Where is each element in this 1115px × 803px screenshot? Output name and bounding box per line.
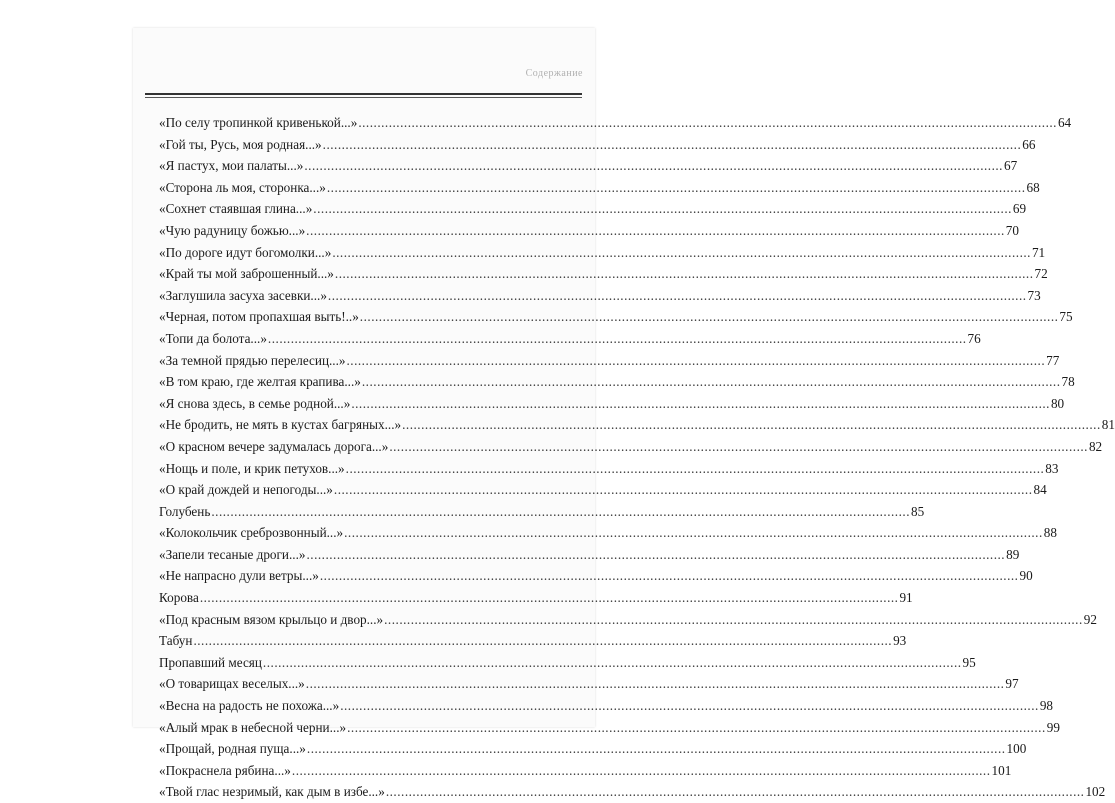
toc-entry [159, 760, 1012, 782]
toc-entry-title: Табун [159, 633, 193, 649]
toc-entry-title: «Сохнет стаявшая глина...» [159, 201, 313, 217]
dot-leader [193, 630, 892, 652]
toc-entry-title: «Сторона ль моя, сторонка...» [159, 179, 326, 195]
dot-leader [328, 285, 1027, 307]
dot-leader [211, 501, 910, 523]
toc-entry [159, 717, 1060, 739]
toc-entry-title: «О товарищах веселых...» [159, 676, 305, 692]
toc-entry-page-number: 67 [1003, 158, 1018, 174]
toc-entry [159, 609, 1097, 631]
toc-entry [159, 350, 1060, 372]
toc-entry [159, 220, 1019, 242]
toc-entry-title: «Не бродить, не мять в кустах багряных...» [159, 417, 402, 433]
dot-leader [323, 134, 1022, 156]
dot-leader [307, 738, 1006, 760]
toc-entry-title: «Я пастух, мои палаты...» [159, 158, 304, 174]
toc-entry [159, 479, 1047, 501]
dot-leader [313, 198, 1012, 220]
toc-entry-title: «Край ты мой заброшенный...» [159, 266, 334, 282]
toc-entry-page-number: 90 [1019, 568, 1033, 584]
toc-entry-page-number: 97 [1005, 676, 1019, 692]
toc-entry-page-number: 78 [1061, 374, 1075, 390]
toc-entry-title: Корова [159, 590, 199, 606]
toc-entry [159, 393, 1065, 415]
dot-leader [360, 306, 1059, 328]
book-page [133, 28, 1115, 800]
toc-entry [159, 177, 1040, 199]
toc-entry-page-number: 71 [1031, 244, 1046, 260]
toc-entry [159, 155, 1018, 177]
toc-entry-title: «По селу тропинкой кривенькой...» [159, 115, 358, 130]
toc-entry-title: «Запели тесаные дроги...» [159, 546, 306, 562]
dot-leader [306, 673, 1005, 695]
toc-entry [159, 242, 1046, 264]
dot-leader [402, 414, 1101, 436]
toc-entry-title: «По дороге идут богомолки...» [159, 244, 332, 260]
toc-entry-page-number: 88 [1043, 525, 1057, 541]
toc-entry-page-number: 69 [1012, 201, 1027, 217]
toc-entry-page-number: 83 [1045, 460, 1059, 476]
toc-entry-page-number: 77 [1046, 352, 1060, 368]
running-head: Содержание [525, 68, 583, 79]
toc-entry [159, 134, 1036, 156]
toc-entry [159, 630, 907, 652]
dot-leader [358, 112, 1057, 134]
toc-entry-page-number: 72 [1034, 266, 1048, 282]
toc-entry [159, 285, 1041, 307]
toc-entry-page-number: 70 [1005, 222, 1019, 238]
page-header [133, 28, 595, 100]
toc-entry [159, 414, 1115, 436]
toc-entry-title: «Прощай, родная пуща...» [159, 741, 306, 757]
toc-entry [159, 565, 1033, 587]
toc-entry-title: «Под красным вязом крыльцо и двор...» [159, 611, 384, 627]
toc-entry [159, 328, 981, 350]
toc-entry [159, 522, 1057, 544]
toc-entry-page-number: 101 [991, 762, 1012, 778]
dot-leader [362, 371, 1061, 393]
toc-entry-page-number: 81 [1101, 417, 1115, 433]
toc-entry-page-number: 80 [1050, 395, 1065, 411]
toc-entry-page-number: 100 [1006, 741, 1027, 757]
toc-entry-title: «Покраснела рябина...» [159, 762, 291, 778]
toc-entry-title: «Колокольчик среброзвонный...» [159, 525, 344, 541]
toc-entry [159, 695, 1053, 717]
dot-leader [386, 781, 1085, 803]
toc-entry-title: «За темной прядью перелесиц...» [159, 352, 346, 368]
toc-entry [159, 436, 1103, 458]
toc-entry [159, 501, 925, 523]
dot-leader [304, 155, 1003, 177]
dot-leader [332, 242, 1031, 264]
dot-leader [344, 522, 1043, 544]
toc-entry-page-number: 66 [1022, 136, 1036, 152]
toc-entry-page-number: 82 [1088, 438, 1103, 454]
toc-entry [159, 673, 1019, 695]
toc-entry-page-number: 92 [1083, 611, 1097, 627]
toc-entry-title: «Топи да болота...» [159, 330, 267, 346]
toc-entry [159, 781, 1106, 803]
toc-entry-page-number: 84 [1033, 482, 1047, 498]
dot-leader [340, 695, 1039, 717]
toc-entry-title: «Я снова здесь, в семье родной...» [159, 395, 351, 411]
toc-entry-title: «Твой глас незримый, как дым в избе...» [159, 784, 385, 800]
dot-leader [347, 717, 1046, 739]
dot-leader [320, 565, 1019, 587]
toc-entry-title: «Не напрасно дули ветры...» [159, 568, 319, 584]
toc-entry-page-number: 98 [1039, 698, 1053, 714]
toc-entry-page-number: 64 [1057, 115, 1072, 130]
toc-entry [159, 587, 913, 609]
dot-leader [346, 458, 1045, 480]
toc-entry-page-number: 93 [893, 633, 907, 649]
toc-entry-title: Пропавший месяц [159, 654, 262, 670]
toc-entry-page-number: 68 [1026, 179, 1040, 195]
toc-entry-page-number: 73 [1027, 287, 1041, 303]
dot-leader [346, 350, 1045, 372]
toc-entry-title: «Заглушила засуха засевки...» [159, 287, 327, 303]
toc-entry-title: «Черная, потом пропахшая выть!..» [159, 309, 359, 325]
dot-leader [306, 220, 1005, 242]
toc-entry [159, 371, 1075, 393]
toc-entry-page-number: 99 [1046, 719, 1060, 735]
table-of-contents [159, 112, 1115, 803]
dot-leader [306, 544, 1005, 566]
toc-entry-page-number: 91 [899, 590, 913, 606]
toc-entry-title: «Гой ты, Русь, моя родная...» [159, 136, 322, 152]
toc-entry-page-number: 95 [962, 654, 976, 670]
toc-entry-title: «Весна на радость не похожа...» [159, 698, 340, 714]
toc-entry-title: «О красном вечере задумалась дорога...» [159, 438, 389, 454]
dot-leader [389, 436, 1088, 458]
dot-leader [292, 760, 991, 782]
toc-entry [159, 306, 1073, 328]
toc-entry-title: «Алый мрак в небесной черни...» [159, 719, 347, 735]
toc-entry [159, 652, 976, 674]
toc-entry [159, 544, 1020, 566]
dot-leader [334, 479, 1033, 501]
toc-entry-title: «В том краю, где желтая крапива...» [159, 374, 361, 390]
toc-entry-page-number: 102 [1085, 784, 1106, 800]
dot-leader [263, 652, 962, 674]
dot-leader [335, 263, 1034, 285]
toc-entry [159, 738, 1027, 760]
toc-entry-page-number: 85 [910, 503, 925, 519]
toc-entry [159, 112, 1072, 134]
dot-leader [384, 609, 1083, 631]
toc-entry-page-number: 75 [1059, 309, 1073, 325]
header-rule-thick [145, 93, 582, 95]
toc-entry-title: «О край дождей и непогоды...» [159, 482, 333, 498]
toc-entry-page-number: 89 [1006, 546, 1020, 562]
toc-entry [159, 458, 1059, 480]
dot-leader [327, 177, 1026, 199]
toc-entry [159, 198, 1027, 220]
dot-leader [200, 587, 899, 609]
toc-entry-title: «Чую радуницу божью...» [159, 222, 306, 238]
header-rule-thin [145, 97, 582, 98]
toc-entry-page-number: 76 [967, 330, 981, 346]
toc-entry [159, 263, 1048, 285]
toc-entry-title: Голубень [159, 503, 211, 519]
dot-leader [268, 328, 967, 350]
dot-leader [351, 393, 1050, 415]
toc-entry-title: «Нощь и поле, и крик петухов...» [159, 460, 345, 476]
